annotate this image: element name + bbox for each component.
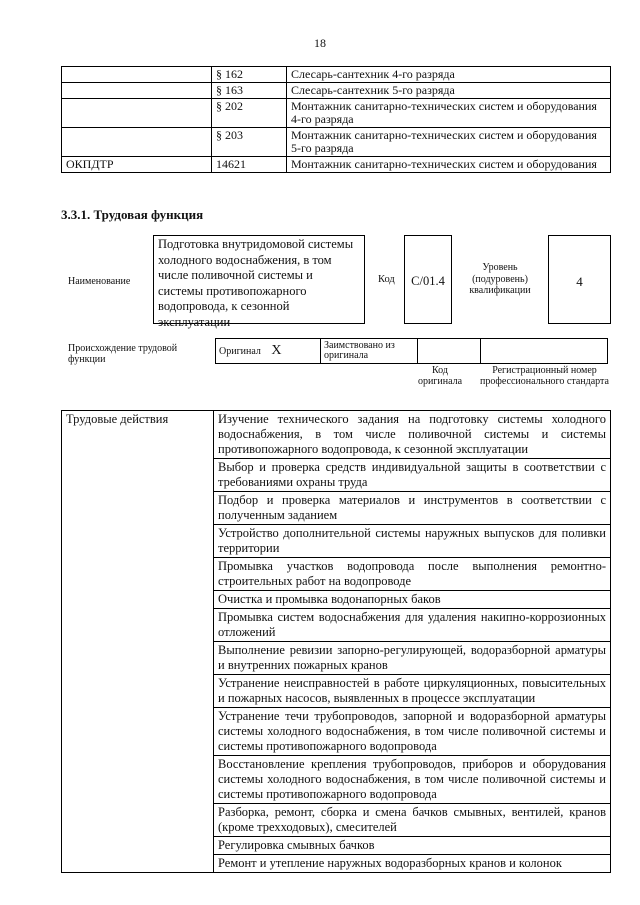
okpdtr-code: § 163 [212, 83, 287, 99]
labor-action-item: Ремонт и утепление наружных водоразборных кранов и колонок [214, 855, 611, 873]
okpdtr-title: Монтажник санитарно-технических систем и оборудования 5-го разряда [287, 128, 611, 157]
labor-action-item: Промывка участков водопровода после выполнения ремонтно-строительных работ на водопроводе [214, 558, 611, 591]
okpdtr-title: Слесарь-сантехник 5-го разряда [287, 83, 611, 99]
labor-action-item: Устранение неисправностей в работе циркуляционных, повысительных и пожарных насосов, выявленных в процессе эксплуатации [214, 675, 611, 708]
okpdtr-category [62, 83, 212, 99]
borrowed-cell: Заимствовано из оригинала [321, 339, 418, 364]
origin-code-cell [418, 339, 481, 364]
okpdtr-code: § 202 [212, 99, 287, 128]
okpdtr-code: § 162 [212, 67, 287, 83]
okpdtr-row [62, 157, 611, 173]
section-title: 3.3.1. Трудовая функция [61, 207, 204, 222]
okpdtr-title: Слесарь-сантехник 4-го разряда [287, 67, 611, 83]
okpdtr-category [62, 128, 212, 157]
origin-table [215, 338, 608, 364]
function-name: Подготовка внутридомовой системы холодного водоснабжения, в том числе поливочной системы и системы противопожарного водопровода, к сезонной эксплуатации [153, 235, 365, 324]
labor-action-item: Устранение течи трубопроводов, запорной и водоразборной арматуры системы холодного водоснабжения, в том числе поливочной системы и системы противопожарного водопровода [214, 708, 611, 756]
function-code: С/01.4 [404, 235, 452, 324]
labor-action-item: Регулировка смывных бачков [214, 837, 611, 855]
okpdtr-code: 14621 [212, 157, 287, 173]
page-number: 18 [314, 36, 326, 50]
labor-action-item: Выполнение ревизии запорно-регулирующей, водоразборной арматуры и внутренних пожарных кранов [214, 642, 611, 675]
okpdtr-row [62, 128, 611, 157]
labor-action-item: Промывка систем водоснабжения для удаления накипно-коррозионных отложений [214, 609, 611, 642]
labor-action-row [62, 411, 611, 459]
okpdtr-table [61, 66, 611, 173]
labor-action-item: Разборка, ремонт, сборка и смена бачков смывных, вентилей, кранов (кроме трехходовых), смесителей [214, 804, 611, 837]
okpdtr-category: ОКПДТР [62, 157, 212, 173]
okpdtr-row [62, 99, 611, 128]
code-label: Код [378, 274, 395, 285]
reg-number-cell [481, 339, 608, 364]
labor-action-item: Подбор и проверка материалов и инструментов в соответствии с полученным заданием [214, 492, 611, 525]
labor-action-item: Восстановление крепления трубопроводов, приборов и оборудования системы холодного водоснабжения, в том числе поливочной системы и системы противопожарного водопровода [214, 756, 611, 804]
okpdtr-title: Монтажник санитарно-технических систем и оборудования [287, 157, 611, 173]
qualification-level: 4 [548, 235, 611, 324]
okpdtr-row [62, 67, 611, 83]
labor-action-item: Очистка и промывка водонапорных баков [214, 591, 611, 609]
okpdtr-category [62, 67, 212, 83]
original-label: Оригинал [219, 346, 261, 357]
labor-action-item: Устройство дополнительной системы наружных выпусков для поливки территории [214, 525, 611, 558]
okpdtr-row [62, 83, 611, 99]
level-label: Уровень (подуровень) квалификации [469, 262, 531, 296]
reg-caption: Регистрационный номер профессионального стандарта [480, 365, 609, 387]
original-cell [216, 339, 321, 364]
origin-label: Происхождение трудовой функции [68, 343, 178, 365]
labor-action-item: Выбор и проверка средств индивидуальной защиты в соответствии с требованиями охраны труда [214, 459, 611, 492]
labor-action-item: Изучение технического задания на подготовку системы холодного водоснабжения, в том числе поливочной системы и системы противопожарного водопровода, к сезонной эксплуатации [214, 411, 611, 459]
labor-actions-table [61, 410, 611, 873]
name-label: Наименование [68, 276, 131, 287]
okpdtr-title: Монтажник санитарно-технических систем и оборудования 4-го разряда [287, 99, 611, 128]
labor-actions-header: Трудовые действия [62, 411, 214, 873]
okpdtr-category [62, 99, 212, 128]
okpdtr-code: § 203 [212, 128, 287, 157]
original-mark: X [271, 343, 282, 358]
code-caption: Код оригинала [417, 365, 463, 387]
